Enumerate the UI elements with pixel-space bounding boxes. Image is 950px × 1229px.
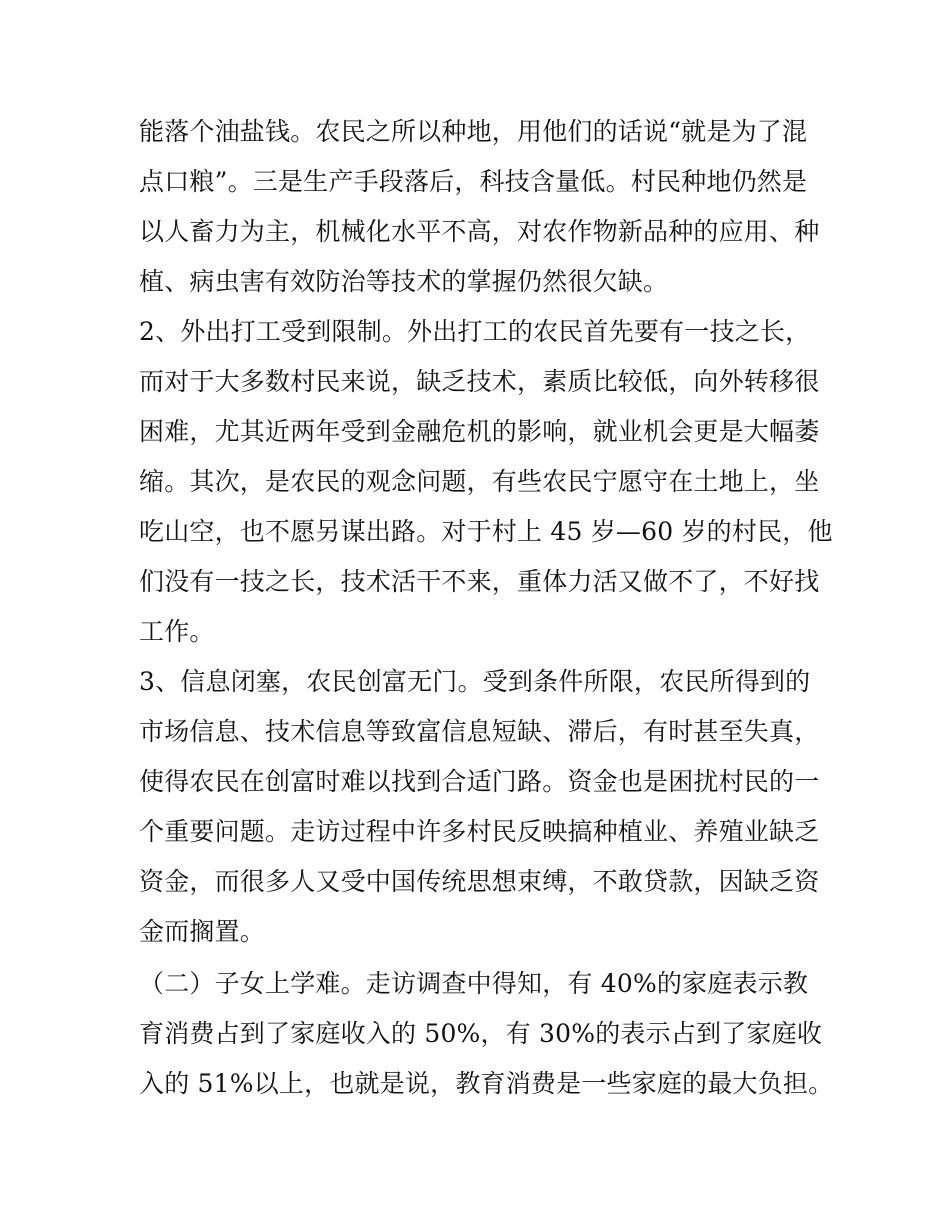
text-line: 2、外出打工受到限制。外出打工的农民首先要有一技之长，	[139, 317, 811, 346]
text-line: 资金，而很多人又受中国传统思想束缚，不敢贷款，因缺乏资	[139, 867, 820, 896]
text-line: 入的 51%以上，也就是说，教育消费是一些家庭的最大负担。	[139, 1069, 834, 1098]
text-line: 能落个油盐钱。农民之所以种地，用他们的话说“就是为了混	[139, 117, 808, 146]
text-line: 3、信息闭塞，农民创富无门。受到条件所限，农民所得到的	[139, 667, 811, 696]
text-line: 工作。	[139, 617, 215, 646]
text-line: 育消费占到了家庭收入的 50%，有 30%的表示占到了家庭收	[139, 1019, 823, 1048]
text-line: 植、病虫害有效防治等技术的掌握仍然很欠缺。	[139, 267, 669, 296]
text-line: 使得农民在创富时难以找到合适门路。资金也是困扰村民的一	[139, 767, 820, 796]
text-line: 们没有一技之长，技术活干不来，重体力活又做不了，不好找	[139, 567, 820, 596]
text-line: 吃山空，也不愿另谋出路。对于村上 45 岁—60 岁的村民，他	[139, 517, 833, 546]
text-line: 而对于大多数村民来说，缺乏技术，素质比较低，向外转移很	[139, 367, 820, 396]
text-line: 困难，尤其近两年受到金融危机的影响，就业机会更是大幅萎	[139, 417, 820, 446]
text-line: （二）子女上学难。走访调查中得知，有 40%的家庭表示教	[139, 969, 809, 998]
text-line: 以人畜力为主，机械化水平不高，对农作物新品种的应用、种	[139, 217, 820, 246]
text-line: 点口粮”。三是生产手段落后，科技含量低。村民种地仍然是	[139, 167, 808, 196]
text-line: 市场信息、技术信息等致富信息短缺、滞后，有时甚至失真，	[139, 717, 820, 746]
text-line: 缩。其次，是农民的观念问题，有些农民宁愿守在土地上，坐	[139, 467, 820, 496]
text-line: 个重要问题。走访过程中许多村民反映搞种植业、养殖业缺乏	[139, 817, 820, 846]
text-line: 金而搁置。	[139, 917, 266, 946]
